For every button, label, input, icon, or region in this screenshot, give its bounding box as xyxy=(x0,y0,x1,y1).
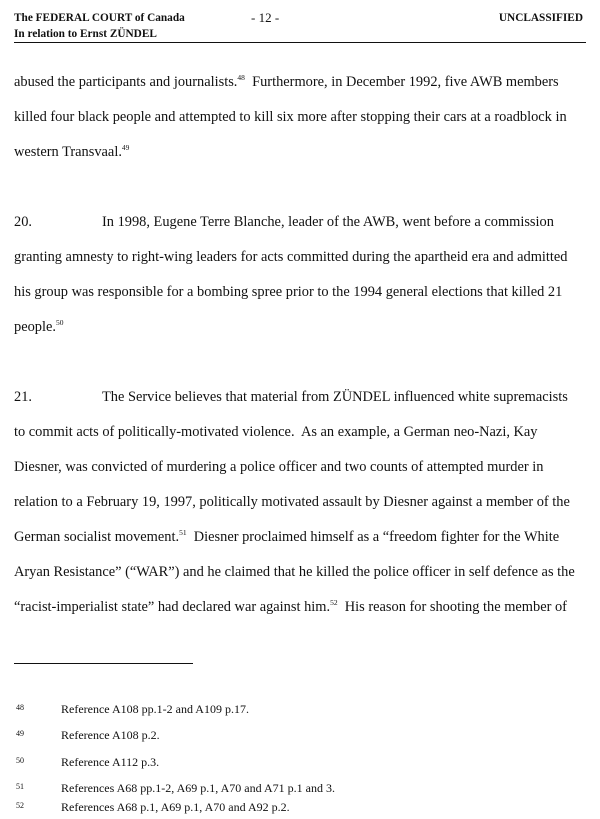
line-text: Aryan Resistance” (“WAR”) and he claimed that he killed the police officer in self defence as the xyxy=(14,564,575,580)
body-line xyxy=(14,284,562,300)
body-line xyxy=(14,529,559,547)
body-line xyxy=(14,424,538,440)
body-line xyxy=(14,599,567,617)
paragraph-first-line: In 1998, Eugene Terre Blanche, leader of the AWB, went before a commission xyxy=(102,214,554,230)
line-text: people. xyxy=(14,319,56,335)
body-line xyxy=(14,459,543,475)
line-text: western Transvaal. xyxy=(14,144,122,160)
footnote-ref: 50 xyxy=(55,318,64,327)
line-text: German socialist movement. xyxy=(14,529,180,545)
footnote-number: 50 xyxy=(16,756,24,765)
footnote-ref: 48 xyxy=(237,73,245,82)
line-text: “racist-imperialist state” had declared war against him. xyxy=(14,599,331,615)
line-text: Furthermore, in December 1992, five AWB members xyxy=(244,74,559,90)
line-text: relation to a February 19, 1997, politically motivated assault by Diesner against a member of the xyxy=(14,494,570,510)
body-line xyxy=(14,319,63,337)
paragraph-number: 20. xyxy=(14,214,32,230)
line-text: Diesner, was convicted of murdering a police officer and two counts of attempted murder in xyxy=(14,459,544,475)
line-text: His reason for shooting the member of xyxy=(337,599,567,615)
line-text: his group was responsible for a bombing spree prior to the 1994 general elections that killed 21 xyxy=(14,284,563,300)
body-line xyxy=(14,74,559,92)
footnote-number: 51 xyxy=(16,782,24,791)
footnote-number: 52 xyxy=(16,801,24,810)
footnote-ref: 51 xyxy=(179,528,187,537)
footnote-ref: 52 xyxy=(330,598,338,607)
footnote-text: References A68 p.1, A69 p.1, A70 and A92 p.2. xyxy=(61,800,290,814)
paragraph-number: 21. xyxy=(14,389,32,405)
body-line xyxy=(14,144,129,162)
footnote-separator xyxy=(14,663,193,664)
line-text: granting amnesty to right-wing leaders for acts committed during the apartheid era and admitted xyxy=(14,249,568,265)
line-text: killed four black people and attempted to kill six more after stopping their cars at a roadblock in xyxy=(14,109,567,125)
footnote-text: Reference A108 p.2. xyxy=(61,728,160,742)
body-line xyxy=(14,494,570,510)
header-relation: In relation to Ernst ZÜNDEL xyxy=(14,28,157,40)
page-number: - 12 - xyxy=(251,10,280,25)
footnote-number: 49 xyxy=(16,729,24,738)
line-text: Diesner proclaimed himself as a “freedom fighter for the White xyxy=(186,529,560,545)
footnote-text: Reference A108 pp.1-2 and A109 p.17. xyxy=(61,702,249,716)
paragraph-first-line: The Service believes that material from ZÜNDEL influenced white supremacists xyxy=(102,389,568,405)
body-line xyxy=(14,109,567,125)
body-line xyxy=(14,564,575,580)
footnote-text: Reference A112 p.3. xyxy=(61,755,160,769)
footnote-ref: 49 xyxy=(121,143,130,152)
line-text: to commit acts of politically-motivated violence. As an example, a German neo-Nazi, Kay xyxy=(14,424,538,440)
classification-label: UNCLASSIFIED xyxy=(498,12,583,24)
footnote-number: 48 xyxy=(16,703,24,712)
header-rule xyxy=(14,42,586,43)
body-line xyxy=(14,249,567,265)
line-text: abused the participants and journalists. xyxy=(14,74,238,90)
footnote-text: References A68 pp.1-2, A69 p.1, A70 and A71 p.1 and 3. xyxy=(61,781,335,795)
header-court-title: The FEDERAL COURT of Canada xyxy=(14,12,185,24)
